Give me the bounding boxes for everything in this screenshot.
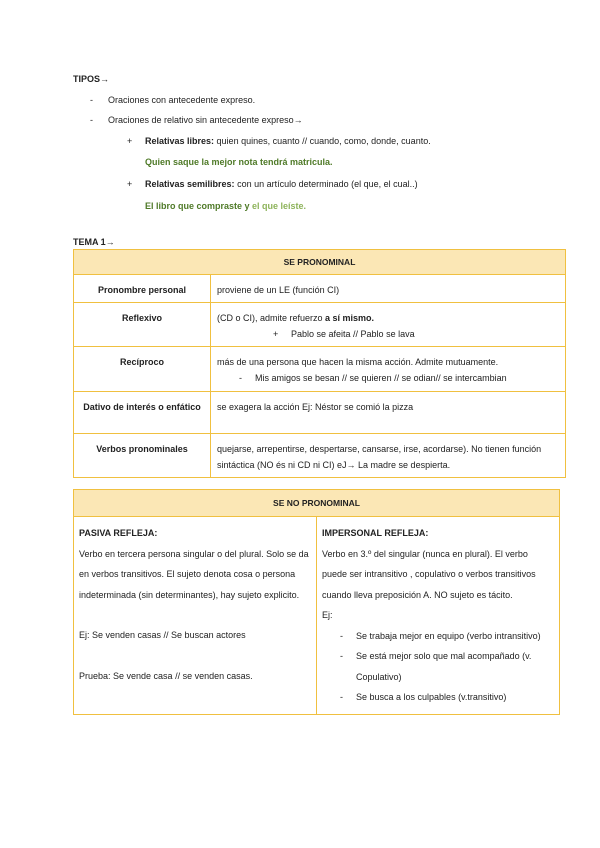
- pasiva-refleja-column: [74, 517, 317, 715]
- semilibres-example-part2: el que leíste.: [252, 201, 307, 211]
- row-value: proviene de un LE (función CI): [211, 275, 566, 303]
- table-row: [74, 303, 566, 347]
- libres-label: Relativas libres:: [145, 136, 215, 146]
- row-label: Dativo de interés o enfático: [74, 392, 211, 434]
- reflexivo-text: (CD o CI), admite refuerzo: [217, 313, 326, 323]
- row-label: Reflexivo: [74, 303, 211, 347]
- row-label: Pronombre personal: [74, 275, 211, 303]
- pasiva-example: Ej: Se venden casas // Se buscan actores: [79, 630, 246, 640]
- impersonal-title: IMPERSONAL REFLEJA:: [322, 528, 429, 538]
- tipos-heading: TIPOS→: [73, 74, 110, 84]
- dash-bullet: -: [340, 651, 343, 661]
- semilibres-text: con un artículo determinado (el que, el cual..): [234, 179, 418, 189]
- libres-example: Quien saque la mejor nota tendrá matricula.: [145, 157, 333, 167]
- pasiva-title: PASIVA REFLEJA:: [79, 528, 158, 538]
- semilibres-line: [145, 179, 418, 189]
- list-item-text: Se busca a los culpables (v.transitivo): [356, 692, 507, 702]
- dash-bullet: -: [90, 115, 93, 125]
- pasiva-prueba: Prueba: Se vende casa // se venden casas.: [79, 670, 253, 681]
- row-value: quejarse, arrepentirse, despertarse, cansarse, irse, acordarse). No tienen función sintáctica (NO és ni CD ni CI) eJ→ La madre se despierta.: [211, 434, 566, 478]
- plus-bullet: +: [273, 329, 279, 339]
- libres-line: [145, 136, 431, 146]
- list-item-text: Se está mejor solo que mal acompañado (v. Copulativo): [356, 651, 532, 682]
- dash-bullet: -: [340, 692, 343, 702]
- dash-bullet: -: [340, 630, 343, 641]
- semilibres-label: Relativas semilibres:: [145, 179, 235, 189]
- row-value: [211, 347, 566, 392]
- se-pronominal-table: [73, 249, 566, 478]
- se-no-pronominal-table: [73, 489, 560, 715]
- row-value: [211, 303, 566, 347]
- impersonal-refleja-column: [317, 517, 560, 715]
- impersonal-text: Verbo en 3.º del singular (nunca en plural). El verbo puede ser intransitivo , copulativo o verbos transitivos cuando lleva preposición A. NO sujeto es tácito.: [322, 548, 536, 600]
- reflexivo-example: Pablo se afeita // Pablo se lava: [291, 329, 415, 339]
- row-value: se exagera la acción Ej: Néstor se comió la pizza: [211, 392, 566, 434]
- semilibres-example-part1: El libro que compraste y: [145, 201, 253, 211]
- tema-heading: TEMA 1→: [73, 237, 115, 247]
- plus-bullet: +: [127, 179, 133, 189]
- table-row: [74, 275, 566, 303]
- table-row: [74, 347, 566, 392]
- list-item: [322, 646, 555, 687]
- reciproco-example: Mis amigos se besan // se quieren // se odian// se intercambian: [255, 373, 507, 383]
- row-label: Recíproco: [74, 347, 211, 392]
- table-row: [74, 434, 566, 478]
- table-title: SE NO PRONOMINAL: [74, 490, 560, 517]
- row-label: Verbos pronominales: [74, 434, 211, 478]
- impersonal-ej: Ej:: [322, 610, 333, 620]
- pasiva-text: Verbo en tercera persona singular o del plural. Solo se da en verbos transitivos. El sujeto denota cosa o persona indeterminada (sin determinantes), hay sujeto explicito.: [79, 548, 309, 600]
- table-title: SE PRONOMINAL: [74, 250, 566, 275]
- semilibres-example: [145, 201, 306, 211]
- reciproco-text: más de una persona que hacen la misma acción. Admite mutuamente.: [217, 357, 499, 367]
- table-row: [74, 392, 566, 434]
- list-item: [322, 687, 555, 708]
- tipos-item-2: Oraciones de relativo sin antecedente expreso→: [108, 115, 303, 125]
- dash-bullet: -: [90, 95, 93, 105]
- list-item: [322, 626, 555, 647]
- libres-text: quien quines, cuanto // cuando, como, donde, cuanto.: [214, 136, 431, 146]
- reflexivo-bold: a sí mismo.: [325, 313, 375, 323]
- tipos-item-1: Oraciones con antecedente expreso.: [108, 95, 256, 105]
- plus-bullet: +: [127, 136, 133, 146]
- list-item-text: Se trabaja mejor en equipo (verbo intransitivo): [356, 630, 541, 641]
- dash-bullet: -: [239, 373, 242, 383]
